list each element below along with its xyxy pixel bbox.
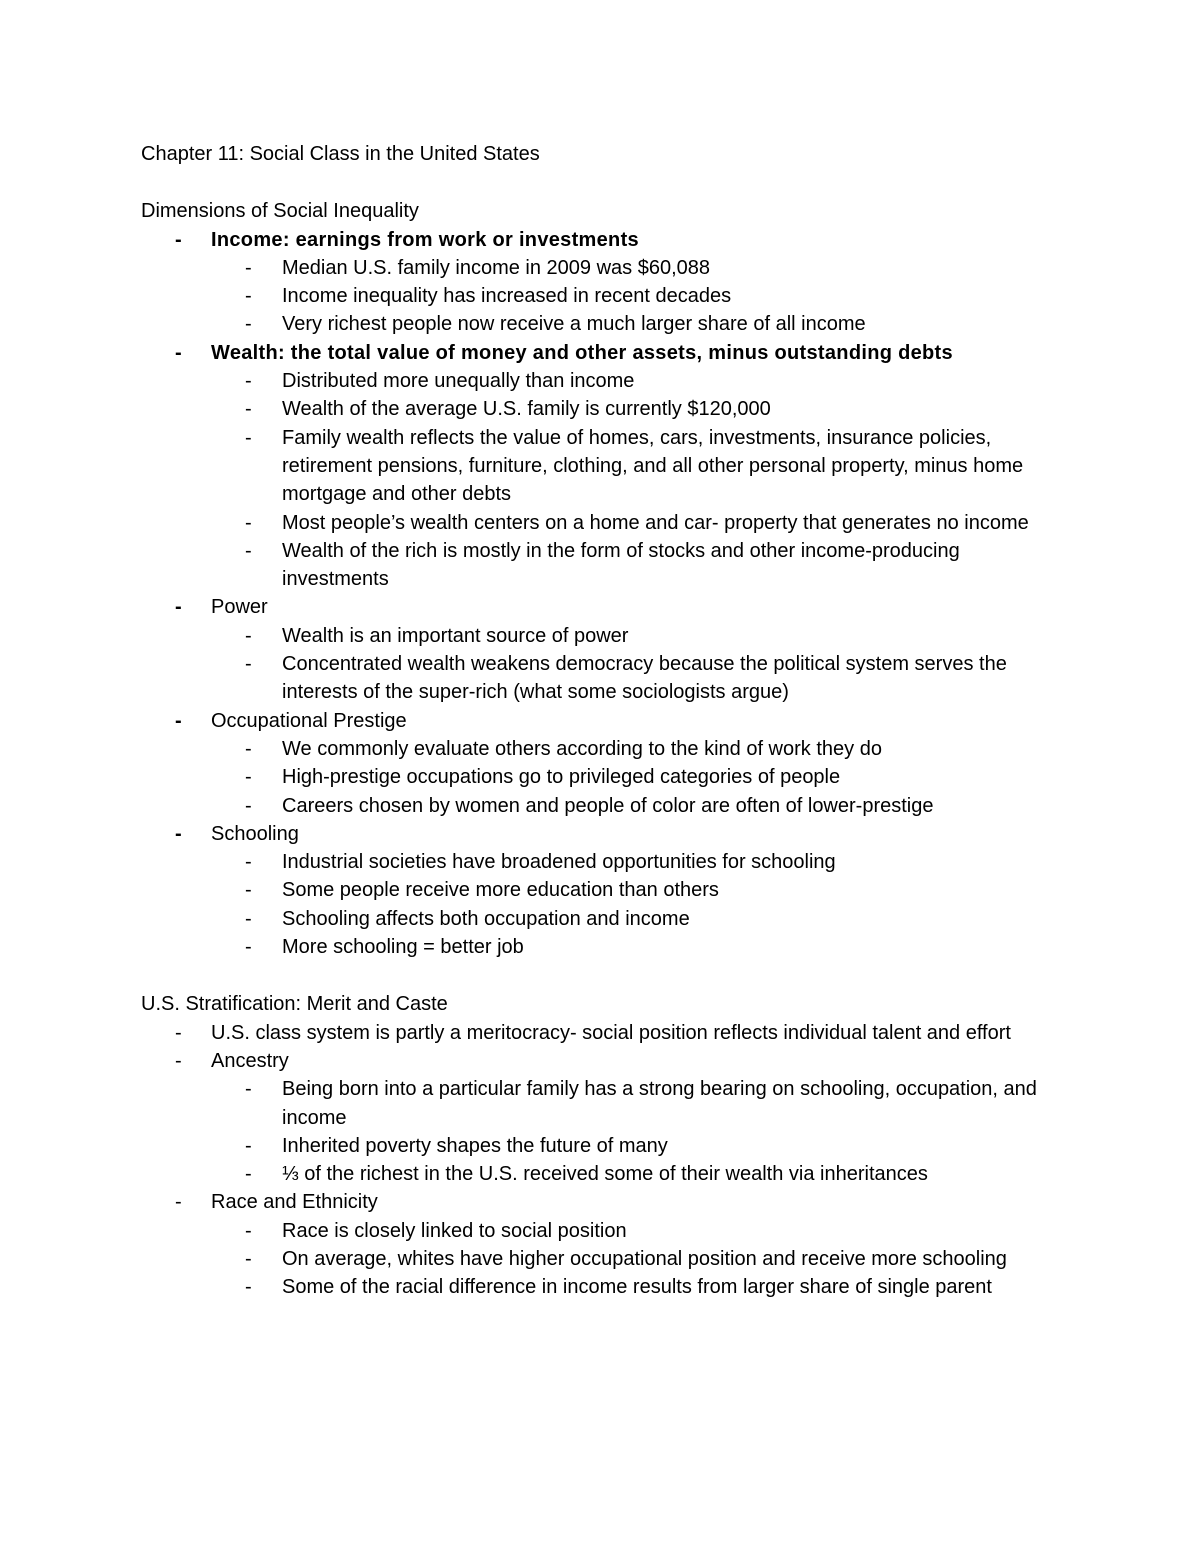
sub-list-item-text: Race is closely linked to social position — [282, 1219, 627, 1242]
sub-list-item-text: Family wealth reflects the value of homes, cars, investments, insurance policies, retirement pensions, furniture, clothing, and all other personal property, minus home mortgage and other debts — [282, 426, 1024, 506]
sub-list-item — [141, 310, 1071, 338]
sub-list-item — [141, 282, 1071, 310]
section-heading-stratification: U.S. Stratification: Merit and Caste — [141, 993, 448, 1016]
sub-list-item — [141, 622, 1071, 650]
sub-list-item — [141, 792, 1071, 820]
list-item-label: U.S. class system is partly a meritocracy- social position reflects individual talent and effort — [211, 1021, 1011, 1044]
bullet-dash: - — [245, 1134, 252, 1157]
bullet-dash: - — [175, 709, 182, 732]
sub-list-item-text: Median U.S. family income in 2009 was $60,088 — [282, 256, 711, 279]
list-item-label: Ancestry — [211, 1049, 289, 1072]
bullet-dash: - — [175, 1021, 182, 1044]
sub-list-item — [141, 424, 1071, 509]
sub-list-item — [141, 1075, 1071, 1132]
sub-list-item-text: Wealth of the rich is mostly in the form of stocks and other income-producing investments — [282, 539, 960, 591]
bullet-dash: - — [245, 1219, 252, 1242]
sub-list-item-text: Schooling affects both occupation and income — [282, 907, 690, 930]
list-item-power — [141, 593, 1071, 621]
bullet-dash: - — [245, 851, 252, 874]
bullet-dash: - — [245, 256, 252, 279]
document-page — [141, 140, 1071, 1302]
list-item-label: Schooling — [211, 822, 299, 845]
sub-list-item — [141, 537, 1071, 594]
sub-list-item-text: Wealth of the average U.S. family is currently $120,000 — [282, 398, 771, 421]
sub-list-item — [141, 876, 1071, 904]
bullet-dash: - — [245, 1078, 252, 1101]
bullet-dash: - — [245, 653, 252, 676]
bullet-dash: - — [245, 766, 252, 789]
list-item-meritocracy — [141, 1019, 1071, 1047]
bullet-dash: - — [245, 794, 252, 817]
sub-list-item — [141, 650, 1071, 707]
bullet-dash: - — [245, 879, 252, 902]
sub-list-item-text: High-prestige occupations go to privileged categories of people — [282, 766, 841, 789]
sub-list-item-text: Inherited poverty shapes the future of many — [282, 1134, 668, 1157]
list-item-label: Income: earnings from work or investments — [211, 228, 639, 251]
sub-list-item — [141, 1160, 1071, 1188]
bullet-dash: - — [245, 907, 252, 930]
sub-list-item — [141, 509, 1071, 537]
sub-list-item-text: Some of the racial difference in income results from larger share of single parent — [282, 1276, 992, 1299]
bullet-dash: - — [175, 341, 182, 364]
sub-list-item-text: On average, whites have higher occupational position and receive more schooling — [282, 1247, 1007, 1270]
sub-list-item — [141, 933, 1071, 961]
sub-list-item-text: More schooling = better job — [282, 936, 524, 959]
sub-list-item-text: Some people receive more education than others — [282, 879, 719, 902]
sub-list-item-text: ⅓ of the richest in the U.S. received some of their wealth via inheritances — [282, 1163, 928, 1186]
sub-list-item — [141, 1273, 1071, 1301]
list-item-occupational-prestige — [141, 707, 1071, 735]
list-item-label: Wealth: the total value of money and other assets, minus outstanding debts — [211, 341, 953, 364]
sub-list-item — [141, 848, 1071, 876]
bullet-dash: - — [245, 285, 252, 308]
list-item-label: Race and Ethnicity — [211, 1191, 378, 1214]
sub-list-item — [141, 1132, 1071, 1160]
list-item-label: Power — [211, 596, 268, 619]
section-heading-dimensions: Dimensions of Social Inequality — [141, 200, 419, 223]
sub-list-item — [141, 763, 1071, 791]
bullet-dash: - — [245, 1276, 252, 1299]
spacer — [141, 961, 1071, 990]
bullet-dash: - — [245, 1163, 252, 1186]
bullet-dash: - — [175, 228, 182, 251]
bullet-dash: - — [175, 1049, 182, 1072]
sub-list-item — [141, 395, 1071, 423]
list-item-ancestry — [141, 1047, 1071, 1075]
list-item-income — [141, 226, 1071, 254]
list-item-schooling — [141, 820, 1071, 848]
sub-list-item-text: Income inequality has increased in recent decades — [282, 285, 732, 308]
bullet-dash: - — [245, 370, 252, 393]
sub-list-item-text: Wealth is an important source of power — [282, 624, 629, 647]
bullet-dash: - — [245, 398, 252, 421]
spacer — [141, 168, 1071, 197]
sub-list-item-text: Distributed more unequally than income — [282, 370, 635, 393]
bullet-dash: - — [175, 1191, 182, 1214]
sub-list-item-text: Most people’s wealth centers on a home and car- property that generates no income — [282, 511, 1029, 534]
bullet-dash: - — [175, 596, 182, 619]
bullet-dash: - — [245, 511, 252, 534]
sub-list-item — [141, 1245, 1071, 1273]
sub-list-item-text: We commonly evaluate others according to the kind of work they do — [282, 737, 882, 760]
sub-list-item-text: Industrial societies have broadened opportunities for schooling — [282, 851, 836, 874]
bullet-dash: - — [245, 936, 252, 959]
sub-list-item-text: Very richest people now receive a much larger share of all income — [282, 313, 866, 336]
list-item-wealth — [141, 339, 1071, 367]
sub-list-item-text: Being born into a particular family has a strong bearing on schooling, occupation, and income — [282, 1078, 1037, 1129]
document-title: Chapter 11: Social Class in the United States — [141, 143, 540, 165]
bullet-dash: - — [245, 426, 252, 449]
bullet-dash: - — [245, 624, 252, 647]
sub-list-item-text: Careers chosen by women and people of color are often of lower-prestige — [282, 794, 934, 817]
sub-list-item — [141, 905, 1071, 933]
sub-list-item — [141, 1217, 1071, 1245]
sub-list-item-text: Concentrated wealth weakens democracy because the political system serves the interests of the super-rich (what some sociologists argue) — [282, 653, 1007, 704]
bullet-dash: - — [245, 737, 252, 760]
bullet-dash: - — [245, 313, 252, 336]
bullet-dash: - — [245, 539, 252, 562]
sub-list-item — [141, 254, 1071, 282]
bullet-dash: - — [175, 822, 182, 845]
list-item-race-ethnicity — [141, 1188, 1071, 1216]
sub-list-item — [141, 735, 1071, 763]
sub-list-item — [141, 367, 1071, 395]
bullet-dash: - — [245, 1247, 252, 1270]
list-item-label: Occupational Prestige — [211, 709, 407, 732]
